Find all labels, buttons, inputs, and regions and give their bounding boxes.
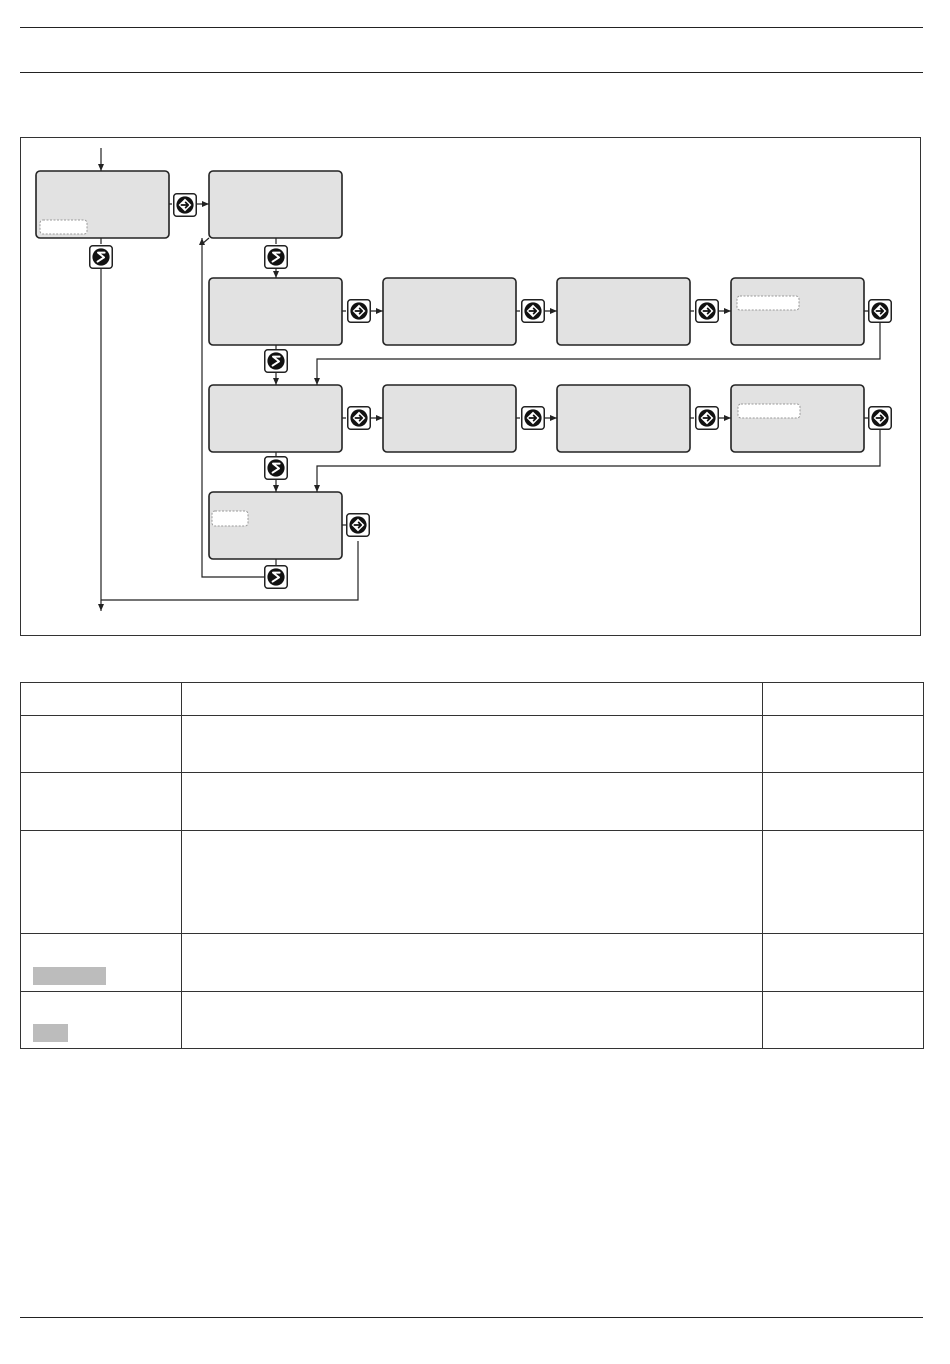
display-blank-field <box>212 511 248 526</box>
display-box-b6 <box>731 278 864 345</box>
table-cell-value <box>763 716 924 773</box>
table-row <box>21 992 924 1049</box>
enter-arrow-icon[interactable] <box>174 194 197 217</box>
display-blank-field <box>40 220 87 234</box>
table-cell-value <box>763 831 924 934</box>
display-box-b1 <box>36 171 169 238</box>
scroll-s-icon[interactable] <box>265 350 288 373</box>
enter-arrow-icon[interactable] <box>347 514 370 537</box>
table-cell-name <box>21 934 182 992</box>
parameter-table <box>20 682 924 1049</box>
table-cell-name <box>21 773 182 831</box>
scroll-s-icon[interactable] <box>265 246 288 269</box>
display-box-b4 <box>383 278 516 345</box>
table-cell-description <box>182 683 763 716</box>
display-box-b10 <box>731 385 864 452</box>
scroll-s-icon[interactable] <box>265 566 288 589</box>
table-cell-description <box>182 992 763 1049</box>
header-rule-top <box>20 27 923 28</box>
enter-arrow-icon[interactable] <box>869 407 892 430</box>
display-blank-field <box>737 296 799 310</box>
return-arrow-tail <box>202 238 209 244</box>
table-cell-description <box>182 716 763 773</box>
header-rule-bottom <box>20 72 923 73</box>
highlighted-value-bar <box>33 967 106 985</box>
enter-arrow-icon[interactable] <box>869 300 892 323</box>
enter-arrow-icon[interactable] <box>522 300 545 323</box>
table-cell-name <box>21 683 182 716</box>
table-cell-value <box>763 934 924 992</box>
table-row <box>21 773 924 831</box>
display-box-b3 <box>209 278 342 345</box>
table-cell-value <box>763 683 924 716</box>
menu-flow-diagram <box>20 137 921 636</box>
table-cell-name <box>21 992 182 1049</box>
table-row <box>21 934 924 992</box>
enter-arrow-icon[interactable] <box>522 407 545 430</box>
table-cell-description <box>182 934 763 992</box>
enter-arrow-icon[interactable] <box>348 300 371 323</box>
display-box-b2 <box>209 171 342 238</box>
table-cell-value <box>763 992 924 1049</box>
display-box-b9 <box>557 385 690 452</box>
table-cell-value <box>763 773 924 831</box>
footer-rule <box>20 1317 923 1318</box>
scroll-s-icon[interactable] <box>265 457 288 480</box>
table-cell-name <box>21 831 182 934</box>
scroll-s-icon[interactable] <box>90 246 113 269</box>
table-row <box>21 716 924 773</box>
display-box-b8 <box>383 385 516 452</box>
enter-arrow-icon[interactable] <box>696 407 719 430</box>
enter-arrow-icon[interactable] <box>348 407 371 430</box>
display-box-b5 <box>557 278 690 345</box>
display-box-b7 <box>209 385 342 452</box>
table-header-row <box>21 683 924 716</box>
table-cell-description <box>182 773 763 831</box>
table-cell-description <box>182 831 763 934</box>
enter-arrow-icon[interactable] <box>696 300 719 323</box>
table-row <box>21 831 924 934</box>
table-cell-name <box>21 716 182 773</box>
highlighted-value-bar <box>33 1024 68 1042</box>
display-blank-field <box>738 404 800 418</box>
display-box-b11 <box>209 492 342 559</box>
